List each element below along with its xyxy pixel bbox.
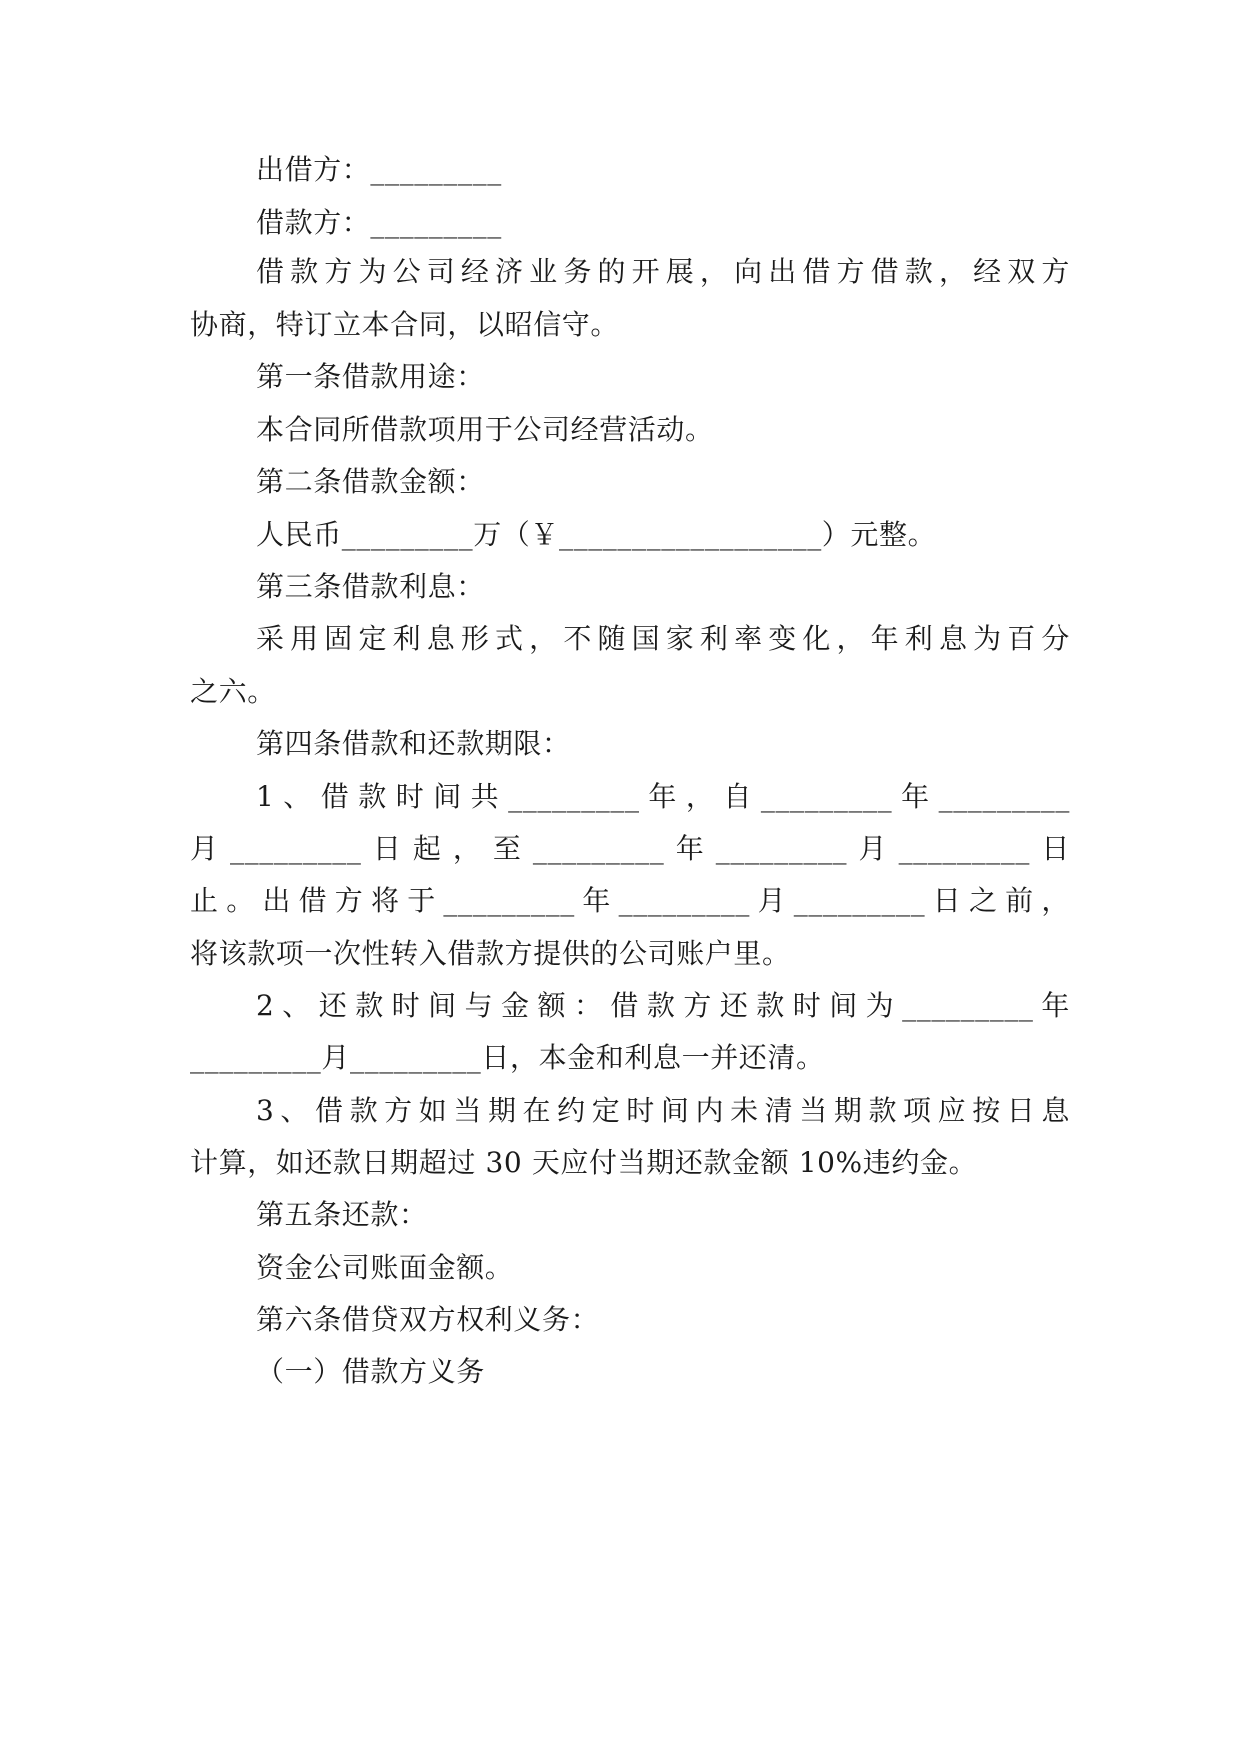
article-5-heading: 第五条还款： [256,1198,428,1231]
article-2-body: 人民币_________万（￥__________________）元整。 [256,518,937,551]
article-4-item-2-line-1: 2、还款时间与金额：借款方还款时间为_________年 [256,989,1070,1022]
preamble-line-2: 协商，特订立本合同，以昭信守。 [190,308,620,341]
article-4-item-3-line-2: 计算，如还款日期超过 30 天应付当期还款金额 10%违约金。 [190,1146,978,1179]
article-6-section-1-heading: （一）借款方义务 [256,1355,485,1388]
article-3-heading: 第三条借款利息： [256,570,485,603]
article-6-heading: 第六条借贷双方权利义务： [256,1303,600,1336]
article-4-item-1-line-2: 月_________日起，至_________年_________月_________日 [190,832,1070,865]
article-4-heading: 第四条借款和还款期限： [256,727,571,760]
lender-field-line: 出借方：_________ [256,153,502,186]
borrower-field-line: 借款方：_________ [256,206,502,239]
article-2-heading: 第二条借款金额： [256,465,485,498]
article-4-item-3-line-1: 3、借款方如当期在约定时间内未清当期款项应按日息 [256,1094,1070,1127]
article-1-body: 本合同所借款项用于公司经营活动。 [256,413,714,446]
article-4-item-2-line-2: _________月_________日，本金和利息一并还清。 [190,1041,825,1074]
article-4-item-1-line-4: 将该款项一次性转入借款方提供的公司账户里。 [190,937,791,970]
article-3-body-line-1: 采用固定利息形式，不随国家利率变化，年利息为百分 [256,622,1070,655]
preamble-line-1: 借款方为公司经济业务的开展，向出借方借款，经双方 [256,255,1070,288]
article-5-body: 资金公司账面金额。 [256,1251,514,1284]
article-3-body-line-2: 之六。 [190,675,276,708]
article-1-heading: 第一条借款用途： [256,360,485,393]
article-4-item-1-line-3: 止。出借方将于_________年_________月_________日之前， [190,884,1070,917]
article-4-item-1-line-1: 1、借款时间共_________年，自_________年_________ [256,780,1070,813]
